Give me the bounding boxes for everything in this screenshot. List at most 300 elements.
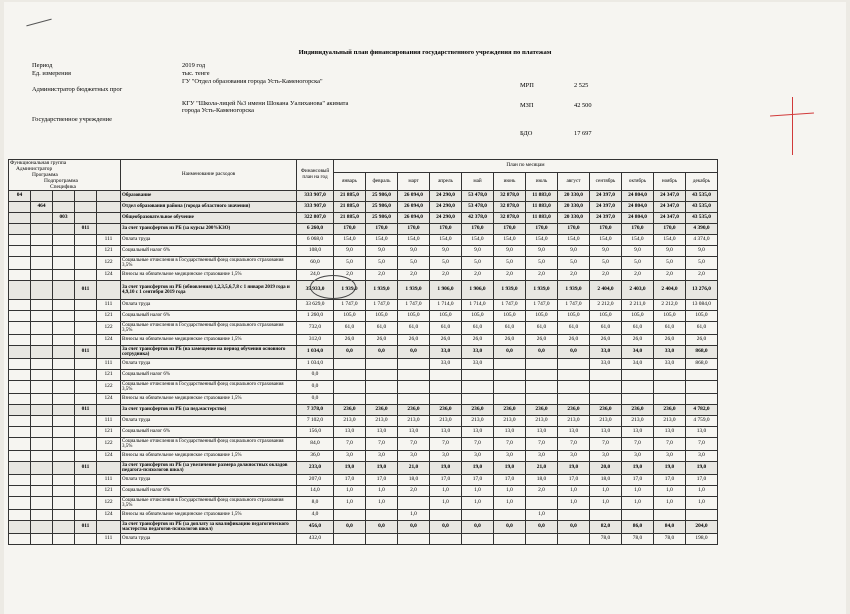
month-value-cell [654, 381, 686, 394]
code-cell: 122 [97, 497, 121, 510]
month-value-cell: 19,0 [430, 462, 462, 475]
month-value-cell: 5,0 [558, 257, 590, 270]
month-value-cell: 105,0 [558, 311, 590, 322]
code-cell [97, 191, 121, 202]
month-value-cell: 61,0 [366, 322, 398, 335]
header-subprogram: Подпрограмма [44, 178, 78, 184]
month-value-cell: 3,0 [686, 451, 718, 462]
code-cell [31, 246, 53, 257]
month-value-cell: 18,0 [590, 475, 622, 486]
month-value-cell: 154,0 [366, 235, 398, 246]
code-cell [9, 270, 31, 281]
code-cell [31, 300, 53, 311]
code-cell [31, 394, 53, 405]
month-value-cell: 21 885,0 [334, 202, 366, 213]
table-row [9, 281, 718, 300]
code-cell [31, 235, 53, 246]
code-cell [75, 246, 97, 257]
month-value-cell: 3,0 [590, 451, 622, 462]
code-cell [53, 335, 75, 346]
header-month: апрель [430, 173, 462, 191]
code-cell [53, 405, 75, 416]
code-cell [31, 405, 53, 416]
code-cell [31, 451, 53, 462]
code-cell: 124 [97, 451, 121, 462]
month-value-cell [622, 510, 654, 521]
month-value-cell: 43 535,0 [686, 202, 718, 213]
code-cell [75, 438, 97, 451]
annual-total-cell: 108,0 [297, 246, 334, 257]
month-value-cell: 7,0 [334, 438, 366, 451]
month-value-cell [398, 534, 430, 545]
code-cell [9, 462, 31, 475]
month-value-cell: 2,0 [526, 270, 558, 281]
month-value-cell: 17,0 [334, 475, 366, 486]
expense-name-cell: Социальный налог 6% [121, 486, 297, 497]
month-value-cell: 13,0 [334, 427, 366, 438]
annual-total-cell: 1 260,0 [297, 311, 334, 322]
table-row [9, 451, 718, 462]
month-value-cell: 1 714,0 [430, 300, 462, 311]
code-cell [53, 394, 75, 405]
month-value-cell: 26,0 [558, 335, 590, 346]
month-value-cell: 236,0 [462, 405, 494, 416]
code-cell [31, 438, 53, 451]
code-cell [9, 510, 31, 521]
month-value-cell: 78,0 [622, 534, 654, 545]
month-value-cell: 1 747,0 [494, 300, 526, 311]
annual-total-cell: 432,0 [297, 534, 334, 545]
month-value-cell: 0,0 [558, 521, 590, 534]
month-value-cell: 1,0 [398, 510, 430, 521]
month-value-cell [590, 370, 622, 381]
month-value-cell: 170,0 [526, 224, 558, 235]
code-cell: 124 [97, 270, 121, 281]
month-value-cell: 17,0 [462, 475, 494, 486]
code-cell [53, 270, 75, 281]
bdo-label: БДО [520, 130, 533, 137]
expense-name-cell: Взносы на обязательное медицинское страхование 1,5% [121, 510, 297, 521]
annual-total-cell: 233,0 [297, 462, 334, 475]
month-value-cell: 19,0 [558, 462, 590, 475]
month-value-cell: 0,0 [334, 521, 366, 534]
header-annual-plan: Финансовый план на год [297, 160, 334, 191]
code-cell [9, 451, 31, 462]
month-value-cell: 24 804,0 [622, 191, 654, 202]
code-cell: 111 [97, 300, 121, 311]
table-row [9, 510, 718, 521]
month-value-cell: 2 212,0 [590, 300, 622, 311]
month-value-cell [654, 370, 686, 381]
code-cell [53, 281, 75, 300]
code-cell [9, 416, 31, 427]
month-value-cell [398, 394, 430, 405]
month-value-cell: 1,0 [622, 486, 654, 497]
month-value-cell: 170,0 [430, 224, 462, 235]
month-value-cell: 170,0 [462, 224, 494, 235]
annual-total-cell: 1 034,0 [297, 346, 334, 359]
month-value-cell [334, 534, 366, 545]
code-cell [9, 224, 31, 235]
month-value-cell: 1,0 [558, 497, 590, 510]
month-value-cell [430, 394, 462, 405]
month-value-cell: 170,0 [334, 224, 366, 235]
code-cell [9, 300, 31, 311]
month-value-cell: 1,0 [462, 486, 494, 497]
month-value-cell: 26,0 [654, 335, 686, 346]
annual-total-cell: 8,0 [297, 497, 334, 510]
month-value-cell: 33,0 [590, 359, 622, 370]
expense-name-cell: Оплата труда [121, 416, 297, 427]
code-cell: 124 [97, 394, 121, 405]
month-value-cell: 0,0 [494, 346, 526, 359]
code-cell [31, 510, 53, 521]
month-value-cell: 24 290,0 [430, 191, 462, 202]
month-value-cell [334, 510, 366, 521]
month-value-cell: 2,0 [494, 270, 526, 281]
expense-name-cell: Социальный налог 6% [121, 246, 297, 257]
month-value-cell: 32 878,0 [494, 202, 526, 213]
month-value-cell: 9,0 [334, 246, 366, 257]
month-value-cell: 61,0 [398, 322, 430, 335]
month-value-cell: 236,0 [558, 405, 590, 416]
annual-total-cell: 36,0 [297, 451, 334, 462]
table-row [9, 235, 718, 246]
month-value-cell: 1,0 [686, 497, 718, 510]
month-value-cell: 26 094,0 [398, 213, 430, 224]
expense-name-cell: За счет трансфертов из РБ (за курсы 200%КЗО) [121, 224, 297, 235]
month-value-cell: 24 804,0 [622, 202, 654, 213]
expense-name-cell: Отдел образования района (города областного значения) [121, 202, 297, 213]
month-value-cell: 1 939,0 [398, 281, 430, 300]
month-value-cell [398, 381, 430, 394]
month-value-cell: 33,0 [654, 359, 686, 370]
month-value-cell: 61,0 [686, 322, 718, 335]
month-value-cell: 1,0 [366, 497, 398, 510]
month-value-cell: 26 094,0 [398, 191, 430, 202]
month-value-cell: 13 276,0 [686, 281, 718, 300]
header-month: декабрь [686, 173, 718, 191]
month-value-cell: 26,0 [398, 335, 430, 346]
month-value-cell: 33,0 [590, 346, 622, 359]
table-row [9, 213, 718, 224]
expense-name-cell: Социальные отчисления в Государственный фонд социального страхования 3,5% [121, 381, 297, 394]
month-value-cell [526, 370, 558, 381]
month-value-cell: 24 397,0 [590, 202, 622, 213]
code-cell [53, 202, 75, 213]
month-value-cell: 7,0 [494, 438, 526, 451]
code-cell: 011 [75, 521, 97, 534]
month-value-cell [622, 394, 654, 405]
month-value-cell: 2,0 [622, 270, 654, 281]
month-value-cell: 0,0 [334, 346, 366, 359]
month-value-cell [398, 497, 430, 510]
month-value-cell: 170,0 [622, 224, 654, 235]
code-cell: 04 [9, 191, 31, 202]
code-cell [31, 497, 53, 510]
table-row [9, 462, 718, 475]
month-value-cell: 0,0 [494, 521, 526, 534]
code-cell [75, 335, 97, 346]
month-value-cell: 21,0 [526, 462, 558, 475]
header-classification [9, 160, 121, 191]
month-value-cell: 1 939,0 [526, 281, 558, 300]
month-value-cell: 1 906,0 [430, 281, 462, 300]
month-value-cell: 4 390,0 [686, 224, 718, 235]
month-value-cell: 17,0 [494, 475, 526, 486]
month-value-cell [654, 394, 686, 405]
code-cell [97, 405, 121, 416]
code-cell [75, 191, 97, 202]
month-value-cell: 61,0 [590, 322, 622, 335]
month-value-cell: 5,0 [366, 257, 398, 270]
admin-value: ГУ "Отдел образования города Усть-Каменогорска" [182, 78, 323, 85]
code-cell [53, 257, 75, 270]
month-value-cell: 26,0 [590, 335, 622, 346]
header-specifics: Специфика [50, 184, 76, 190]
month-value-cell: 26,0 [366, 335, 398, 346]
annual-total-cell: 0,0 [297, 370, 334, 381]
month-value-cell: 19,0 [494, 462, 526, 475]
code-cell [31, 270, 53, 281]
month-value-cell: 1 714,0 [462, 300, 494, 311]
month-value-cell [462, 370, 494, 381]
table-row [9, 270, 718, 281]
month-value-cell [366, 359, 398, 370]
header-month: май [462, 173, 494, 191]
month-value-cell: 42 378,0 [462, 213, 494, 224]
code-cell [53, 486, 75, 497]
code-cell [75, 427, 97, 438]
code-cell [31, 191, 53, 202]
code-cell: 011 [75, 281, 97, 300]
month-value-cell: 2 404,0 [590, 281, 622, 300]
code-cell [75, 394, 97, 405]
month-value-cell: 7,0 [654, 438, 686, 451]
code-cell [97, 462, 121, 475]
annual-total-cell: 312,0 [297, 335, 334, 346]
month-value-cell: 154,0 [462, 235, 494, 246]
code-cell [75, 322, 97, 335]
month-value-cell: 3,0 [526, 451, 558, 462]
code-cell [97, 346, 121, 359]
month-value-cell [334, 370, 366, 381]
code-cell [97, 521, 121, 534]
annual-total-cell: 14,0 [297, 486, 334, 497]
annual-total-cell: 24,0 [297, 270, 334, 281]
month-value-cell [334, 394, 366, 405]
month-value-cell: 9,0 [622, 246, 654, 257]
expense-name-cell: За счет трансфертов из РБ (за увеличение размера должностных окладов педагога-психологов школ) [121, 462, 297, 475]
month-value-cell: 5,0 [654, 257, 686, 270]
code-cell [97, 224, 121, 235]
month-value-cell: 1,0 [654, 497, 686, 510]
month-value-cell: 213,0 [398, 416, 430, 427]
code-cell [9, 246, 31, 257]
table-row [9, 381, 718, 394]
code-cell [53, 235, 75, 246]
code-cell [9, 202, 31, 213]
header-month: август [558, 173, 590, 191]
code-cell [31, 521, 53, 534]
expense-name-cell: Оплата труда [121, 235, 297, 246]
month-value-cell: 25 986,0 [366, 202, 398, 213]
header-month: март [398, 173, 430, 191]
month-value-cell: 3,0 [462, 451, 494, 462]
month-value-cell: 9,0 [366, 246, 398, 257]
month-value-cell: 1,0 [494, 497, 526, 510]
month-value-cell: 1,0 [334, 486, 366, 497]
code-cell [9, 311, 31, 322]
month-value-cell: 19,0 [686, 462, 718, 475]
month-value-cell [558, 359, 590, 370]
expense-name-cell: Оплата труда [121, 300, 297, 311]
annual-total-cell: 333 907,0 [297, 191, 334, 202]
month-value-cell: 26,0 [526, 335, 558, 346]
month-value-cell: 105,0 [334, 311, 366, 322]
table-row [9, 486, 718, 497]
month-value-cell: 25 986,0 [366, 213, 398, 224]
month-value-cell: 1,0 [526, 510, 558, 521]
code-cell [9, 281, 31, 300]
month-value-cell: 24 397,0 [590, 191, 622, 202]
code-cell [31, 224, 53, 235]
month-value-cell: 7,0 [526, 438, 558, 451]
month-value-cell: 24 347,0 [654, 213, 686, 224]
month-value-cell: 3,0 [558, 451, 590, 462]
month-value-cell: 61,0 [654, 322, 686, 335]
code-cell [75, 257, 97, 270]
table-row [9, 394, 718, 405]
month-value-cell: 1 939,0 [366, 281, 398, 300]
code-cell [53, 246, 75, 257]
month-value-cell: 24 347,0 [654, 191, 686, 202]
month-value-cell [558, 394, 590, 405]
annual-total-cell: 35 933,0 [297, 281, 334, 300]
month-value-cell: 236,0 [366, 405, 398, 416]
code-cell [9, 427, 31, 438]
code-cell [9, 213, 31, 224]
code-cell [9, 394, 31, 405]
code-cell [53, 416, 75, 427]
month-value-cell: 236,0 [494, 405, 526, 416]
month-value-cell [590, 394, 622, 405]
code-cell: 011 [75, 346, 97, 359]
month-value-cell [526, 534, 558, 545]
institution-value: КГУ "Школа-лицей №3 имени Шокана Уалиханова" акимата города Усть-Каменогорска [182, 100, 349, 115]
expense-name-cell: Социальные отчисления в Государственный фонд социального страхования 3,5% [121, 438, 297, 451]
month-value-cell: 5,0 [590, 257, 622, 270]
code-cell: 111 [97, 235, 121, 246]
month-value-cell: 13,0 [366, 427, 398, 438]
table-row [9, 370, 718, 381]
expense-name-cell: Взносы на обязательное медицинское страхование 1,5% [121, 451, 297, 462]
month-value-cell: 9,0 [558, 246, 590, 257]
month-value-cell: 5,0 [334, 257, 366, 270]
expense-name-cell: Оплата труда [121, 359, 297, 370]
month-value-cell: 2 403,0 [622, 281, 654, 300]
month-value-cell: 17,0 [654, 475, 686, 486]
month-value-cell: 17,0 [558, 475, 590, 486]
table-row [9, 202, 718, 213]
code-cell [75, 534, 97, 545]
month-value-cell: 7,0 [398, 438, 430, 451]
code-cell [9, 346, 31, 359]
code-cell [31, 257, 53, 270]
code-cell [9, 497, 31, 510]
month-value-cell: 11 883,0 [526, 191, 558, 202]
expense-name-cell: Социальные отчисления в Государственный фонд социального страхования 3,5% [121, 322, 297, 335]
table-row [9, 224, 718, 235]
code-cell: 003 [53, 213, 75, 224]
month-value-cell: 2,0 [686, 270, 718, 281]
month-value-cell: 0,0 [430, 521, 462, 534]
month-value-cell: 105,0 [398, 311, 430, 322]
month-value-cell: 5,0 [462, 257, 494, 270]
code-cell [53, 475, 75, 486]
month-value-cell: 105,0 [686, 311, 718, 322]
code-cell [53, 311, 75, 322]
month-value-cell: 154,0 [430, 235, 462, 246]
header-administrator: Администратор [16, 166, 53, 172]
month-value-cell: 4 759,0 [686, 416, 718, 427]
mzp-label: МЗП [520, 102, 534, 109]
month-value-cell [366, 394, 398, 405]
expense-name-cell: За счет трансфертов из РБ (на замещение на период обучения основного сотрудника) [121, 346, 297, 359]
month-value-cell: 0,0 [526, 521, 558, 534]
table-row [9, 521, 718, 534]
month-value-cell: 105,0 [462, 311, 494, 322]
header-month: июнь [494, 173, 526, 191]
code-cell [53, 370, 75, 381]
annual-total-cell: 7 378,0 [297, 405, 334, 416]
header-month: июль [526, 173, 558, 191]
month-value-cell [430, 534, 462, 545]
annual-total-cell: 6 068,0 [297, 235, 334, 246]
month-value-cell [590, 381, 622, 394]
month-value-cell: 11 883,0 [526, 202, 558, 213]
month-value-cell: 21 885,0 [334, 191, 366, 202]
month-value-cell [526, 497, 558, 510]
month-value-cell: 236,0 [654, 405, 686, 416]
annual-total-cell: 156,0 [297, 427, 334, 438]
month-value-cell: 0,0 [366, 346, 398, 359]
month-value-cell: 2 404,0 [654, 281, 686, 300]
code-cell [31, 486, 53, 497]
code-cell [9, 381, 31, 394]
table-row [9, 346, 718, 359]
month-value-cell: 4 374,0 [686, 235, 718, 246]
code-cell [9, 322, 31, 335]
header-month: октябрь [622, 173, 654, 191]
code-cell: 111 [97, 534, 121, 545]
expense-name-cell: Социальные отчисления в Государственный фонд социального страхования 3,5% [121, 497, 297, 510]
month-value-cell: 1 747,0 [558, 300, 590, 311]
month-value-cell: 84,0 [654, 521, 686, 534]
code-cell [31, 359, 53, 370]
month-value-cell: 19,0 [366, 462, 398, 475]
month-value-cell: 236,0 [430, 405, 462, 416]
month-value-cell: 105,0 [526, 311, 558, 322]
month-value-cell: 1,0 [622, 497, 654, 510]
month-value-cell: 154,0 [334, 235, 366, 246]
month-value-cell: 78,0 [590, 534, 622, 545]
month-value-cell: 154,0 [590, 235, 622, 246]
financing-table-wrap [8, 159, 718, 545]
month-value-cell: 213,0 [366, 416, 398, 427]
code-cell [53, 451, 75, 462]
month-value-cell: 13,0 [622, 427, 654, 438]
